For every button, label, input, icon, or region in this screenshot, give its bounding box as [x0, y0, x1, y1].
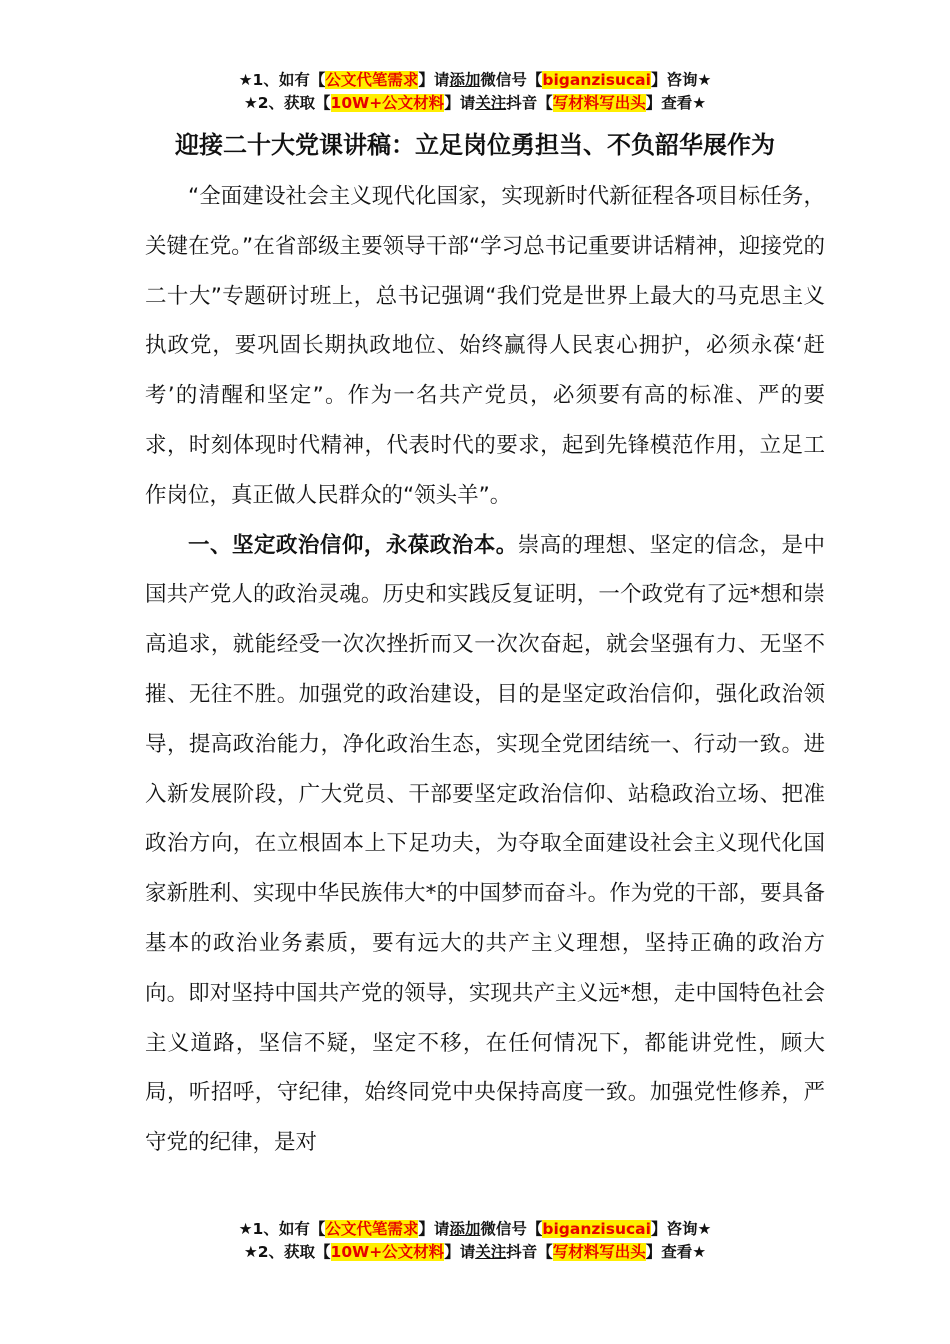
promo-wechat-id: biganzisucai: [542, 1220, 651, 1238]
promo-underline-text: 关注: [475, 94, 507, 112]
promo-text: ★1、如有【: [238, 1220, 326, 1238]
promo-underline-text: 添加: [449, 1220, 481, 1238]
promo-text: 抖音【: [506, 94, 553, 112]
promo-text: 】请: [418, 1220, 450, 1238]
promo-highlight: 10W+公文材料: [330, 94, 445, 112]
promo-text: 抖音【: [506, 1243, 553, 1261]
promo-text: 微信号【: [480, 71, 543, 89]
promo-text: 】查看★: [645, 94, 707, 112]
promo-underline-text: 添加: [449, 71, 481, 89]
promo-text: ★2、获取【: [243, 1243, 331, 1261]
promo-underline-text: 关注: [475, 1243, 507, 1261]
paragraph-section-1: [145, 521, 825, 1168]
promo-text: 】请: [444, 1243, 476, 1261]
promo-text: 微信号【: [480, 1220, 543, 1238]
promo-douyin-id: 写材料写出头: [552, 1243, 646, 1261]
promo-highlight: 10W+公文材料: [330, 1243, 445, 1261]
promo-wechat-id: biganzisucai: [542, 71, 651, 89]
section-body-text: 崇高的理想、坚定的信念，是中国共产党人的政治灵魂。历史和实践反复证明，一个政党有了远*想和崇高追求，就能经受一次次挫折而又一次次奋起，就会坚强有力、无坚不摧、无往不胜。加强党的政治建设，目的是坚定政治信仰，强化政治领导，提高政治能力，净化政治生态，实现全党团结统一、行动一致。进入新发展阶段，广大党员、干部要坚定政治信仰、站稳政治立场、把准政治方向，在立根固本上下足功夫，为夺取全面建设社会主义现代化国家新胜利、实现中华民族伟大*的中国梦而奋斗。作为党的干部，要具备基本的政治业务素质，要有远大的共产主义理想，坚持正确的政治方向。即对坚持中国共产党的领导，实现共产主义远*想，走中国特色社会主义道路，坚信不疑，坚定不移，在任何情况下，都能讲党性，顾大局，听招呼，守纪律，始终同党中央保持高度一致。加强党性修养，严守党的纪律，是对: [145, 532, 825, 1156]
section-heading: 一、坚定政治信仰，永葆政治本。: [188, 532, 518, 558]
promo-line-2: [0, 1241, 950, 1264]
document-title: 迎接二十大党课讲稿：立足岗位勇担当、不负韶华展作为: [175, 131, 775, 159]
promo-highlight: 公文代笔需求: [325, 1220, 419, 1238]
header-promo-banner: [0, 69, 950, 115]
promo-text: ★2、获取【: [243, 94, 331, 112]
promo-text: 】咨询★: [650, 71, 712, 89]
promo-text: 】查看★: [645, 1243, 707, 1261]
paragraph-intro: “全面建设社会主义现代化国家，实现新时代新征程各项目标任务，关键在党。”在省部级主要领导干部“学习总书记重要讲话精神，迎接党的二十大”专题研讨班上，总书记强调“我们党是世界上最大的马克思主义执政党，要巩固长期执政地位、始终赢得人民衷心拥护，必须永葆‘赶考’的清醒和坚定”。作为一名共产党员，必须要有高的标准、严的要求，时刻体现时代精神，代表时代的要求，起到先锋模范作用，立足工作岗位，真正做人民群众的“领头羊”。: [145, 184, 825, 508]
promo-highlight: 公文代笔需求: [325, 71, 419, 89]
promo-line-2: [0, 92, 950, 115]
promo-line-1: [0, 69, 950, 92]
promo-line-1: [0, 1218, 950, 1241]
promo-text: ★1、如有【: [238, 71, 326, 89]
promo-text: 】请: [444, 94, 476, 112]
promo-douyin-id: 写材料写出头: [552, 94, 646, 112]
document-body: [145, 172, 825, 1168]
footer-promo-banner: [0, 1218, 950, 1264]
promo-text: 】咨询★: [650, 1220, 712, 1238]
promo-text: 】请: [418, 71, 450, 89]
